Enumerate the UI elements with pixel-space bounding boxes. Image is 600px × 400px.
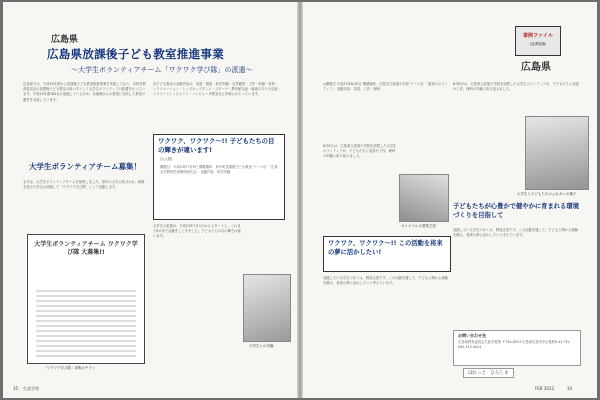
highlight-box-right	[323, 236, 451, 272]
left-page	[3, 2, 297, 398]
section-heading: 大学生ボランティアチーム募集！	[29, 162, 141, 171]
page-number-right: 34	[567, 386, 573, 391]
prefecture-label-right: 広島県	[521, 62, 551, 73]
highlight-box	[153, 134, 285, 220]
date-label: FEB 2012	[535, 386, 555, 391]
banner-label: 事例ファイル	[523, 33, 553, 39]
section-text-right: 登録している学生の多くは、教員志望です。この活動を通して、子どもと関わる経験を積み、将来の夢に活かしたいと考えています。	[453, 228, 578, 238]
experiment-photo	[243, 274, 291, 342]
flyer-body	[36, 287, 136, 357]
body-text: 8月8日は、広島県立総領小学校を訪問した大学生ボランティアが、子どもたちと英語や工作、理科の実験に取り組みました。	[323, 144, 397, 159]
photo-caption: 大学生との実験	[249, 344, 274, 348]
contact-heading: お問い合わせ先	[458, 333, 486, 338]
storyboard-caption: オリジナル大型紙芝居	[401, 224, 436, 228]
details-top: ◎開催日 平成23年8月8日 開催場所：庄原市立総領小学校 テーマ名：「夏休みボランティア」 活動内容：英語、工作、理科	[323, 82, 448, 92]
flyer-caption: 「ワクワク学び隊」募集のチラシ	[43, 366, 96, 370]
section-text: まずは、大学生ボランティアチームを募集しました。県内の大学に呼びかけ、研修を受けた学生は登録して「ワクワク学び隊」として活動します。	[23, 180, 145, 190]
recruitment-flyer	[27, 234, 145, 364]
right-top-text: 8月8日は、広島県立総領小学校を訪問した大学生ボランティアが、子どもたちと英語や工作、理科の実験に取り組みました。	[453, 82, 579, 92]
magazine-name: 生涯学習	[23, 386, 39, 391]
box-heading: ワクワク、ワクワク〜!! 子どもたちの目の輝きが違います!	[158, 137, 275, 154]
page-number: 35	[13, 386, 19, 391]
intro-text: 広島県では、平成19年度から放課後子ども教室推進事業を実施しており、市町村教育委員会の放課後子ども教室の担い手として大学生ボランティアの派遣を行っています。平成23年度185名が登録しているほか、各地域からの要望に対応して教室の運営を支援しています。	[23, 82, 146, 102]
lower-text: 大学生の派遣は、平成23年7月1日からスタートし、これまで6カ所で活動をしてきました。子どもたちの目の輝きが違います。	[153, 224, 241, 239]
middle-text: 各子ども教室の活動内容は、英語・書道・科学実験・自然観察・工作・料理・体育・レクリエーション・ヒップホップダンス・スポーツ・異年齢交流・地域の方との交流・フラワーアレンジメント・コンピュータ教室など多岐にわたっています。	[153, 82, 281, 97]
box-subheading: (大人版)	[160, 157, 173, 161]
footer-logo: ぱれっと ひろしま	[463, 368, 514, 378]
banner-sub: (放課後編)	[529, 42, 547, 46]
right-page	[303, 2, 597, 398]
box-heading-right: ワクワク、ワクワク〜!! この活動を将来の夢に活かしたい!	[328, 240, 443, 256]
contact-box	[453, 330, 581, 366]
article-subtitle: 〜大学生ボランティアチーム「ワクワク学び隊」の派遣〜	[71, 66, 253, 74]
box-details: 開催日：平成23年7月9日 開催場所：府中町放課後子ども教室 テーマ名：「広島大学教育学部理科研究会」 活動内容：科学実験	[160, 165, 278, 175]
contact-text: 広島県教育委員会生涯学習課 〒730-8514 広島県広島市中区基町9-42 TEL：082-513-5014	[458, 340, 573, 350]
prefecture-label: 広島県	[51, 35, 79, 45]
box-text-right: 登録している学生の多くは、教員志望です。この活動を通して、子どもと関わる経験を積み、将来の夢に活かしたいと考えています。	[323, 276, 448, 286]
section-heading-right: 子どもたちが心豊かで健やかに育まれる環境づくりを目指して	[453, 203, 579, 219]
magazine-spread	[3, 2, 597, 398]
case-file-banner	[515, 26, 561, 56]
article-title: 広島県放課後子ども教室推進事業	[47, 47, 224, 61]
interaction-photo	[525, 116, 589, 190]
interaction-caption: 大学生と子どもたちのふれあいの様子	[517, 192, 577, 196]
storyboard-photo	[399, 174, 449, 222]
flyer-title: 大学生ボランティアチーム ワクワク学び隊 大募集!!	[34, 241, 138, 256]
